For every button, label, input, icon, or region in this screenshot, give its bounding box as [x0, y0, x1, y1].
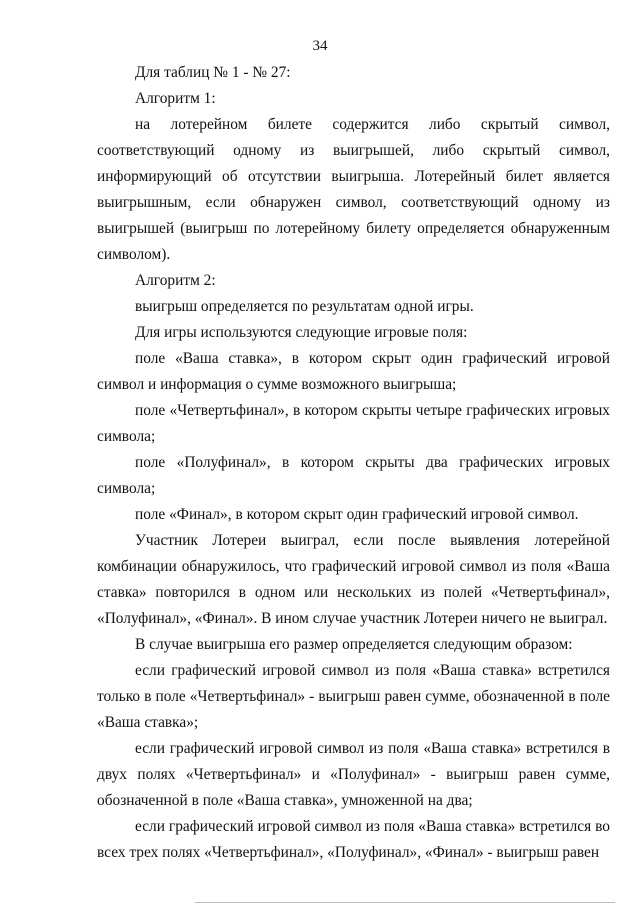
winning-condition-paragraph: Участник Лотереи выиграл, если после выявления лотерейной комбинации обнаружилось, что графический игровой символ из поля «Ваша ставка» повторился в одном или нескольких из полей «Четвертьфинал», «Полуфинал», «Финал». В ином случае участник Лотереи ничего не выиграл.: [97, 532, 610, 627]
game-fields-intro: Для игры используются следующие игровые поля:: [135, 324, 468, 341]
field-your-bet: поле «Ваша ставка», в котором скрыт один графический игровой символ и информация о сумме возможного выигрыша;: [97, 350, 610, 393]
prize-rule-three-fields: если графический игровой символ из поля «Ваша ставка» встретился во всех трех полях «Четвертьфинал», «Полуфинал», «Финал» - выигрыш равен: [97, 818, 610, 861]
algorithm-2-intro: выигрыш определяется по результатам одной игры.: [135, 298, 474, 315]
scan-edge-line: [195, 902, 615, 903]
field-final: поле «Финал», в котором скрыт один графический игровой символ.: [135, 506, 579, 523]
algorithm-2-heading: Алгоритм 2:: [135, 272, 216, 289]
algorithm-1-paragraph: на лотерейном билете содержится либо скрытый символ, соответствующий одному из выигрышей, либо скрытый символ, информирующий об отсутствии выигрыша. Лотерейный билет является выигрышным, если обнаружен символ, соответствующий одному из выигрышей (выигрыш по лотерейному билету определяется обнаруженным символом).: [97, 116, 610, 263]
field-semifinal: поле «Полуфинал», в котором скрыты два графических игровых символа;: [97, 454, 610, 497]
document-body: [97, 60, 610, 866]
field-quarterfinal: поле «Четвертьфинал», в котором скрыты четыре графических игровых символа;: [97, 402, 610, 445]
prize-rules-intro: В случае выигрыша его размер определяется следующим образом:: [135, 636, 573, 653]
page-number: 34: [312, 38, 328, 54]
prize-rule-two-fields: если графический игровой символ из поля «Ваша ставка» встретился в двух полях «Четвертьфинал» и «Полуфинал» - выигрыш равен сумме, обозначенной в поле «Ваша ставка», умноженной на два;: [97, 740, 610, 809]
tables-heading: Для таблиц № 1 - № 27:: [135, 64, 291, 81]
algorithm-1-heading: Алгоритм 1:: [135, 90, 216, 107]
prize-rule-quarterfinal: если графический игровой символ из поля «Ваша ставка» встретился только в поле «Четвертьфинал» - выигрыш равен сумме, обозначенной в поле «Ваша ставка»;: [97, 662, 610, 731]
